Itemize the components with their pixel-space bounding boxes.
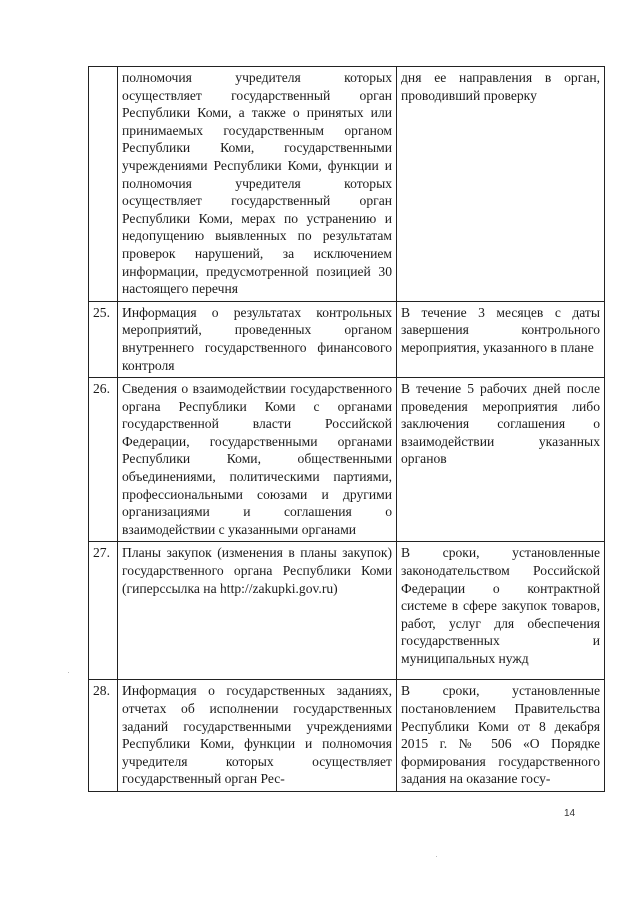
row-number: 26. [89,378,118,542]
row-number: 25. [89,301,118,377]
table-row [89,67,605,302]
row-number [89,67,118,302]
scan-speck [68,672,69,673]
row-description: Информация о результатах контрольных мероприятий, проведенных органом внутреннего государственного финансового контроля [118,301,397,377]
scan-speck [436,856,437,857]
row-number: 27. [89,542,118,680]
row-term: В сроки, установленные постановлением Правительства Республики Коми от 8 декабря 2015 г. № 506 «О Порядке формирования государственного задания на оказание госу- [397,680,605,792]
table-row [89,542,605,680]
row-number: 28. [89,680,118,792]
row-description: Информация о государственных заданиях, отчетах об исполнении государственных заданий государственными учреждениями Республики Коми, функции и полномочия учредителя которых осуществляет государственный орган Рес- [118,680,397,792]
page-number: 14 [564,808,576,819]
row-description: Планы закупок (изменения в планы закупок) государственного органа Республики Коми (гиперссылка на http://zakupki.gov.ru) [118,542,397,680]
row-term: В сроки, установленные законодательством Российской Федерации о контрактной системе в сфере закупок товаров, работ, услуг для обеспечения государственных и муниципальных нужд [397,542,605,680]
table-row [89,378,605,542]
row-description: полномочия учредителя которых осуществляет государственный орган Республики Коми, а также о принятых или принимаемых государственным органом Республики Коми, государственными учреждениями Республики Коми, функции и полномочия учредителя которых осуществляет государственный орган Республики Коми, мерах по устранению и недопущению выявленных по результатам проверок нарушений, за исключением информации, предусмотренной позицией 30 настоящего перечня [118,67,397,302]
table-row [89,680,605,792]
document-table [88,66,605,792]
row-description: Сведения о взаимодействии государственного органа Республики Коми с органами государственной власти Российской Федерации, государственными органами Республики Коми, общественными объединениями, политическими партиями, профессиональными союзами и другими организациями и соглашения о взаимодействии с указанными органами [118,378,397,542]
row-term: дня ее направления в орган, проводивший проверку [397,67,605,302]
table-row [89,301,605,377]
row-term: В течение 5 рабочих дней после проведения мероприятия либо заключения соглашения о взаимодействии указанных органов [397,378,605,542]
row-term: В течение 3 месяцев с даты завершения контрольного мероприятия, указанного в плане [397,301,605,377]
